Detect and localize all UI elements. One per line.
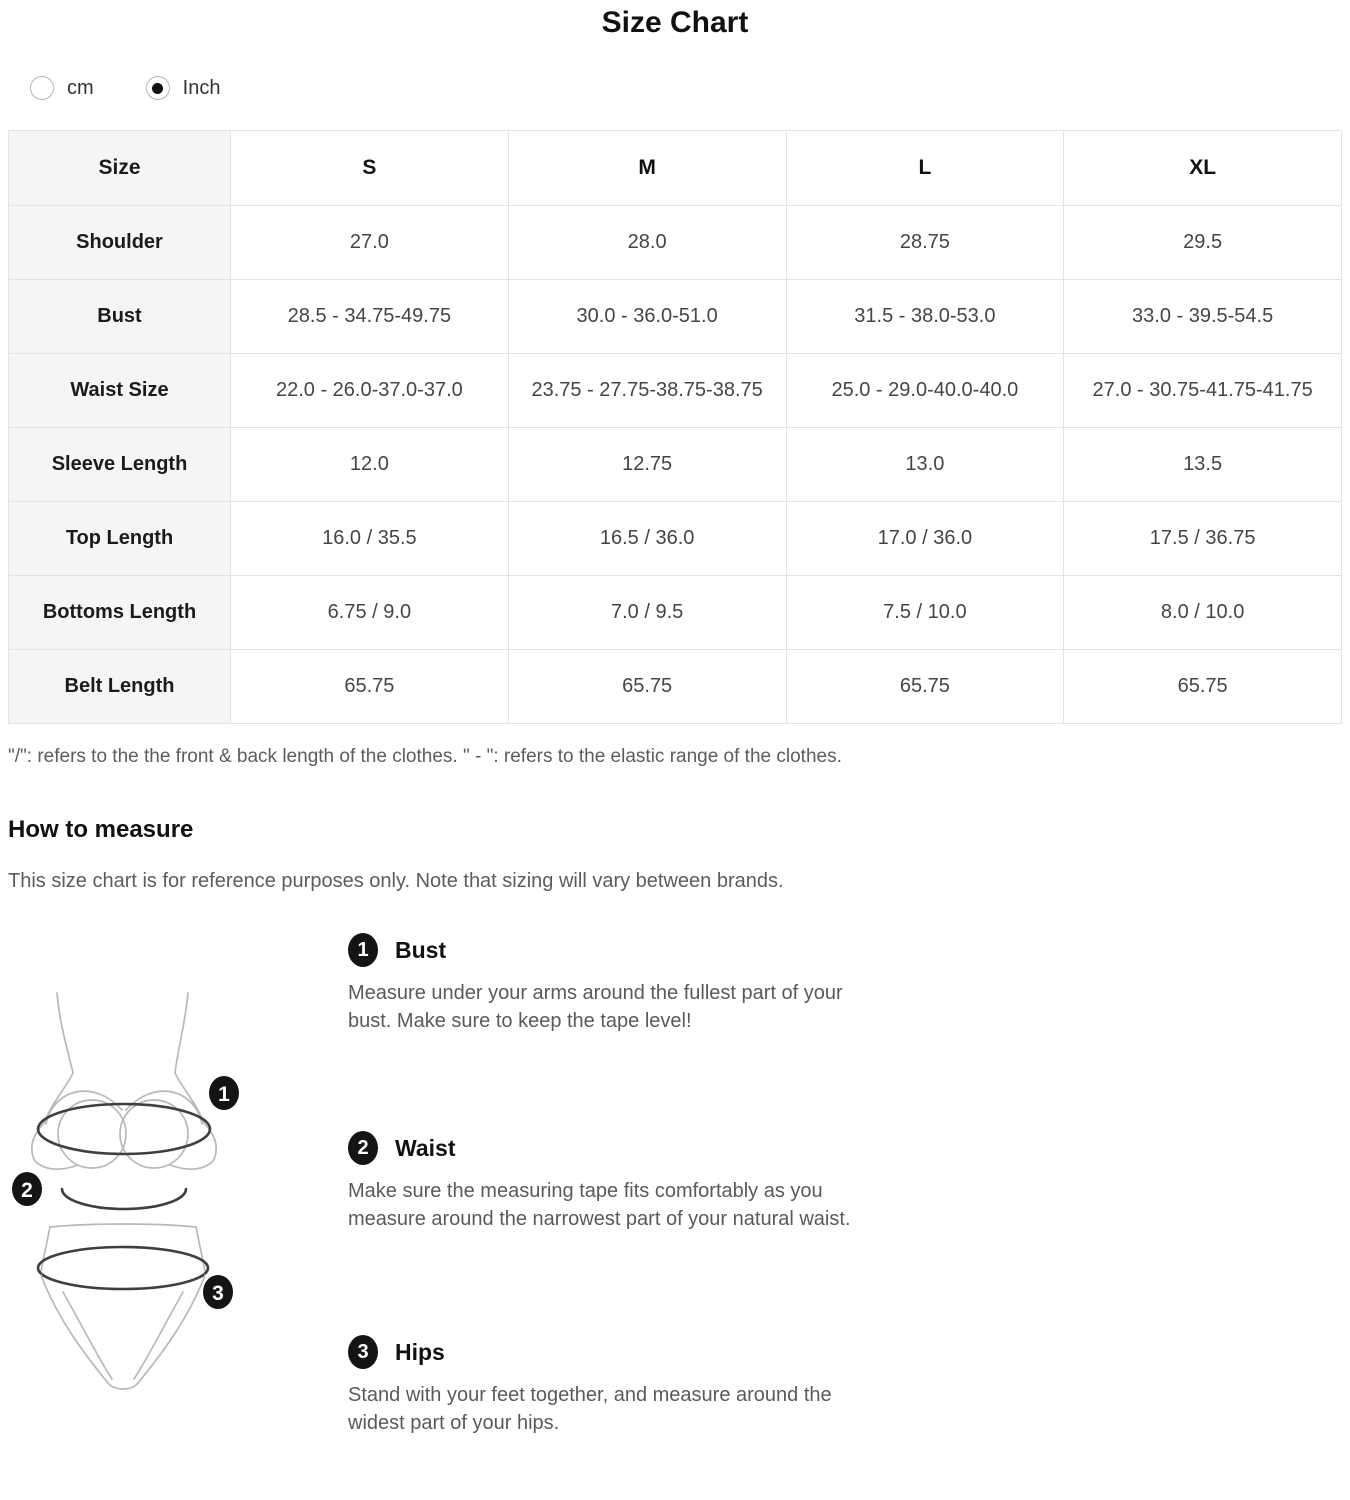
bottoms-side-left [41, 1227, 50, 1271]
header-cell-size: Size [9, 131, 231, 206]
size-value-cell: 27.0 [231, 206, 509, 280]
size-value-cell: 28.75 [786, 206, 1064, 280]
size-value-cell: 23.75 - 27.75-38.75-38.75 [508, 354, 786, 428]
step-hips [348, 1335, 868, 1437]
radio-option-cm[interactable] [30, 76, 94, 100]
step-2-badge: 2 [348, 1131, 378, 1165]
table-row-waist-size [9, 354, 1342, 428]
step-waist [348, 1131, 868, 1233]
measuring-steps [348, 921, 868, 1491]
waist-tape [62, 1189, 186, 1209]
table-row-sleeve-length [9, 428, 1342, 502]
step-bust [348, 933, 868, 1035]
row-label: Belt Length [9, 650, 231, 724]
size-value-cell: 31.5 - 38.0-53.0 [786, 280, 1064, 354]
bottoms-tip [108, 1383, 138, 1389]
size-table [8, 130, 1342, 724]
header-cell-m: M [508, 131, 786, 206]
size-value-cell: 6.75 / 9.0 [231, 576, 509, 650]
size-value-cell: 27.0 - 30.75-41.75-41.75 [1064, 354, 1342, 428]
table-header-row [9, 131, 1342, 206]
radio-inch-icon[interactable] [146, 76, 170, 100]
size-value-cell: 13.5 [1064, 428, 1342, 502]
table-row-top-length [9, 502, 1342, 576]
size-value-cell: 28.5 - 34.75-49.75 [231, 280, 509, 354]
row-label: Top Length [9, 502, 231, 576]
size-value-cell: 17.0 / 36.0 [786, 502, 1064, 576]
size-value-cell: 7.0 / 9.5 [508, 576, 786, 650]
table-row-bottoms-length [9, 576, 1342, 650]
body-outline [57, 993, 73, 1073]
step-1-badge: 1 [348, 933, 378, 967]
bottoms-leg-right [134, 1292, 183, 1379]
bottoms-leg-left [63, 1292, 112, 1379]
size-value-cell: 7.5 / 10.0 [786, 576, 1064, 650]
step-3-badge: 3 [348, 1335, 378, 1369]
size-value-cell: 65.75 [1064, 650, 1342, 724]
size-value-cell: 25.0 - 29.0-40.0-40.0 [786, 354, 1064, 428]
measuring-guide [0, 921, 1350, 1491]
hip-tape [38, 1247, 208, 1289]
size-value-cell: 13.0 [786, 428, 1064, 502]
hips-marker-number: 3 [212, 1282, 224, 1305]
step-2-title: Waist [395, 1134, 456, 1161]
step-header [348, 933, 868, 967]
size-value-cell: 29.5 [1064, 206, 1342, 280]
size-value-cell: 12.75 [508, 428, 786, 502]
size-value-cell: 30.0 - 36.0-51.0 [508, 280, 786, 354]
bottoms-edge-left [41, 1275, 108, 1383]
size-value-cell: 65.75 [786, 650, 1064, 724]
row-label: Shoulder [9, 206, 231, 280]
step-3-description: Stand with your feet together, and measure around the widest part of your hips. [348, 1384, 832, 1434]
size-value-cell: 65.75 [231, 650, 509, 724]
how-to-measure-heading: How to measure [8, 816, 194, 843]
bottoms-edge-right [138, 1275, 205, 1383]
bust-marker-number: 1 [218, 1083, 230, 1106]
how-to-measure-note: This size chart is for reference purposes only. Note that sizing will vary between brands. [8, 870, 784, 892]
header-cell-xl: XL [1064, 131, 1342, 206]
size-value-cell: 16.5 / 36.0 [508, 502, 786, 576]
header-cell-s: S [231, 131, 509, 206]
size-value-cell: 12.0 [231, 428, 509, 502]
row-label: Bottoms Length [9, 576, 231, 650]
row-label: Bust [9, 280, 231, 354]
table-row-shoulder [9, 206, 1342, 280]
step-3-title: Hips [395, 1338, 445, 1365]
step-header [348, 1335, 868, 1369]
unit-toggle [30, 76, 1350, 100]
table-row-belt-length [9, 650, 1342, 724]
size-value-cell: 8.0 / 10.0 [1064, 576, 1342, 650]
size-value-cell: 16.0 / 35.5 [231, 502, 509, 576]
radio-cm-label: cm [67, 76, 94, 99]
bottoms-side-right [196, 1227, 205, 1271]
row-label: Sleeve Length [9, 428, 231, 502]
size-value-cell: 65.75 [508, 650, 786, 724]
table-footnote: "/": refers to the the front & back length of the clothes. " - ": refers to the elastic range of the clothes. [8, 746, 842, 767]
row-label: Waist Size [9, 354, 231, 428]
body-measurement-diagram [0, 921, 300, 1491]
step-1-title: Bust [395, 936, 447, 963]
radio-inch-label: Inch [182, 76, 221, 99]
header-cell-l: L [786, 131, 1064, 206]
bottoms-waistband [50, 1224, 196, 1227]
body-outline [175, 993, 188, 1073]
size-value-cell: 28.0 [508, 206, 786, 280]
step-2-description: Make sure the measuring tape fits comfortably as you measure around the narrowest part of your natural waist. [348, 1180, 851, 1230]
step-header [348, 1131, 868, 1165]
step-1-description: Measure under your arms around the fullest part of your bust. Make sure to keep the tape level! [348, 982, 843, 1032]
table-row-bust [9, 280, 1342, 354]
radio-option-inch[interactable] [146, 76, 221, 100]
page-title: Size Chart [601, 6, 749, 39]
waist-marker-number: 2 [21, 1179, 33, 1202]
size-value-cell: 22.0 - 26.0-37.0-37.0 [231, 354, 509, 428]
size-value-cell: 17.5 / 36.75 [1064, 502, 1342, 576]
radio-cm-icon[interactable] [30, 76, 54, 100]
size-value-cell: 33.0 - 39.5-54.5 [1064, 280, 1342, 354]
